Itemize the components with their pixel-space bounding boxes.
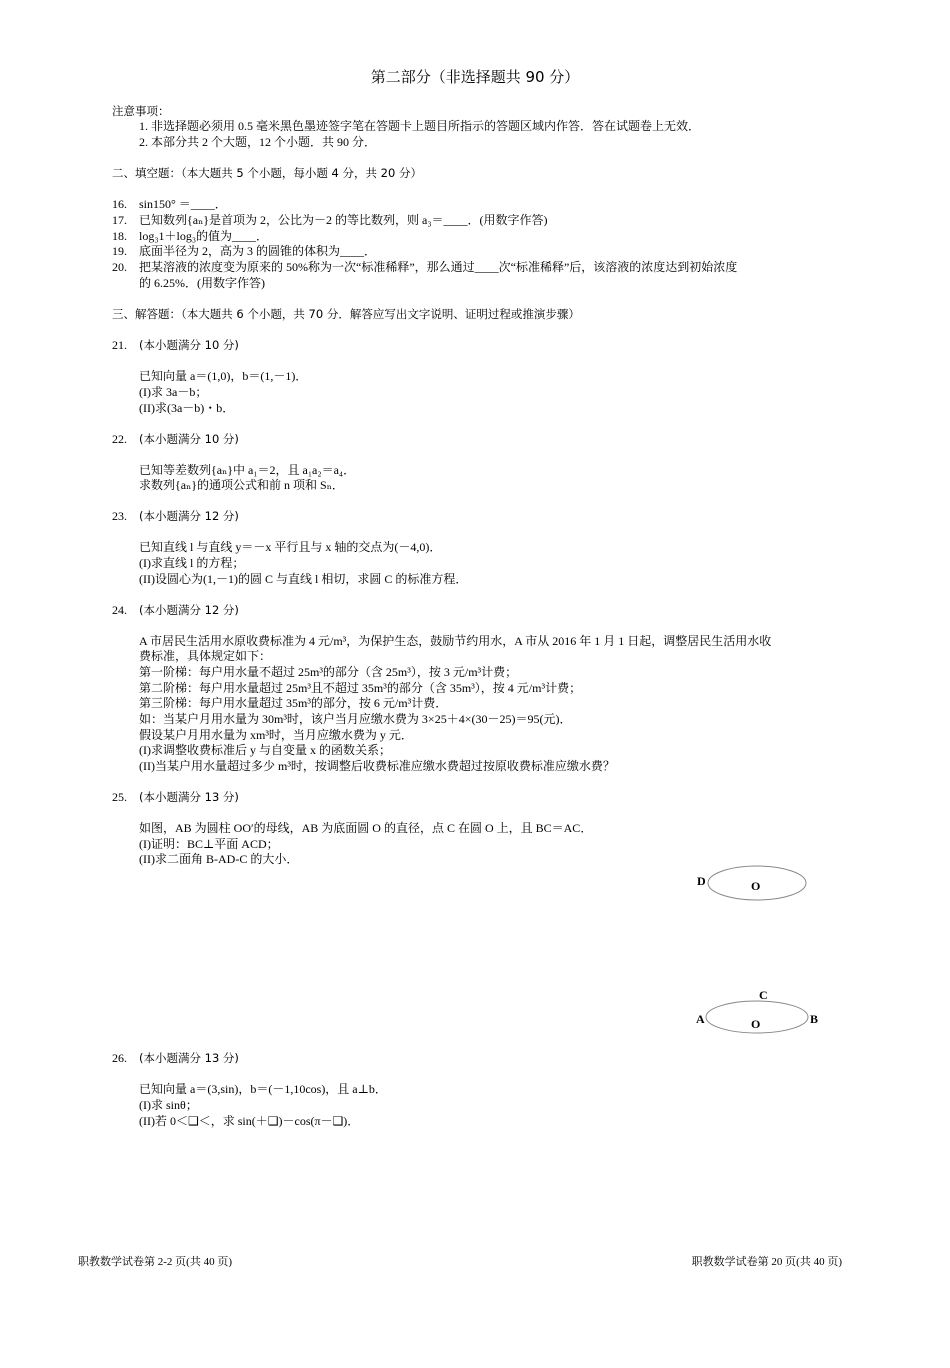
q24-line-8: (I)求调整收费标准后 y 与自变量 x 的函数关系；: [139, 743, 391, 757]
q20-number: 20.: [112, 260, 127, 274]
q18-number: 18.: [112, 229, 127, 243]
q22-number: 22.: [112, 432, 127, 446]
page-title: 第二部分（非选择题共 90 分）: [370, 68, 580, 86]
q20-text-line-2: 的 6.25%．(用数字作答): [139, 276, 265, 290]
q25-line-2: (I)证明：BC⊥平面 ACD；: [139, 837, 279, 851]
footer-left: 职教数学试卷第 2-2 页(共 40 页): [78, 1256, 232, 1268]
label-top-o: O: [751, 879, 761, 893]
q24-score: (本小题满分 12 分): [139, 603, 239, 617]
q24-line-1: A 市居民生活用水原收费标准为 4 元/m³，为保护生态，鼓励节约用水，A 市从 2016 年 1 月 1 日起，调整居民生活用水收: [139, 634, 772, 648]
cylinder-figure: [680, 855, 840, 1045]
q25-line-1: 如图，AB 为圆柱 OO′的母线，AB 为底面圆 O 的直径，点 C 在圆 O 上，且 BC＝AC．: [139, 821, 593, 835]
q20-text-line-1: 把某溶液的浓度变为原来的 50%称为一次“标准稀释”，那么通过____次“标准稀释”后，该溶液的浓度达到初始浓度: [139, 260, 738, 274]
q23-line-1: 已知直线 l 与直线 y＝－x 平行且与 x 轴的交点为(－4,0)．: [139, 540, 442, 554]
label-c: C: [759, 988, 768, 1002]
label-a: A: [696, 1012, 705, 1026]
q25-score: (本小题满分 13 分): [139, 790, 239, 804]
label-d: D: [697, 874, 706, 888]
q24-line-4: 第二阶梯：每户用水量超过 25m³且不超过 35m³的部分（含 35m³），按 4 元/m³计费；: [139, 681, 582, 695]
section-2-heading: 二、填空题：（本大题共 5 个小题，每小题 4 分，共 20 分）: [112, 166, 422, 180]
q18-text: log₃1＋log₃的值为____．: [139, 229, 269, 243]
q25-number: 25.: [112, 790, 127, 804]
notice-heading: 注意事项：: [112, 104, 170, 118]
q24-line-6: 如：当某户月用水量为 30m³时，该户当月应缴水费为 3×25＋4×(30－25)＝95(元)．: [139, 712, 572, 726]
q16-text: sin150° ＝____．: [139, 197, 227, 211]
q19-text: 底面半径为 2，高为 3 的圆锥的体积为____．: [139, 244, 377, 258]
q25-line-3: (II)求二面角 B-AD-C 的大小．: [139, 852, 299, 866]
q24-line-2: 费标准，具体规定如下：: [139, 649, 272, 663]
footer-right: 职教数学试卷第 20 页(共 40 页): [691, 1256, 842, 1268]
q24-line-7: 假设某户月用水量为 xm³时，当月应缴水费为 y 元．: [139, 728, 413, 742]
label-bottom-o: O: [751, 1017, 761, 1031]
section-3-heading: 三、解答题：（本大题共 6 个小题，共 70 分．解答应写出文字说明、证明过程或推演步骤）: [112, 307, 580, 321]
notice-item-1: 1. 非选择题必须用 0.5 毫米黑色墨迹签字笔在答题卡上题目所指示的答题区域内作答．答在试题卷上无效．: [139, 119, 701, 133]
q21-line-2: (I)求 3a－b；: [139, 385, 208, 399]
q24-number: 24.: [112, 603, 127, 617]
q23-score: (本小题满分 12 分): [139, 509, 239, 523]
q22-line-1: 已知等差数列{aₙ}中 a₁＝2，且 a₁a₂＝a₄．: [139, 463, 356, 477]
q24-line-5: 第三阶梯：每户用水量超过 35m³的部分，按 6 元/m³计费．: [139, 696, 448, 710]
q23-number: 23.: [112, 509, 127, 523]
q19-number: 19.: [112, 244, 127, 258]
notice-item-2: 2. 本部分共 2 个大题，12 个小题．共 90 分．: [139, 135, 377, 149]
q21-line-3: (II)求(3a－b)・b．: [139, 401, 235, 415]
q24-line-3: 第一阶梯：每户用水量不超过 25m³的部分（含 25m³），按 3 元/m³计费；: [139, 665, 518, 679]
q22-line-2: 求数列{aₙ}的通项公式和前 n 项和 Sₙ．: [139, 478, 344, 492]
q21-line-1: 已知向量 a＝(1,0)，b＝(1,－1)．: [139, 369, 308, 383]
label-b: B: [810, 1012, 819, 1026]
q26-line-2: (I)求 sinθ；: [139, 1098, 198, 1112]
q16-number: 16.: [112, 197, 127, 211]
q26-line-3: (II)若 0＜❑＜，求 sin(＋❑)－cos(π－❑)．: [139, 1114, 360, 1128]
q22-score: (本小题满分 10 分): [139, 432, 239, 446]
q17-text: 已知数列{aₙ}是首项为 2，公比为－2 的等比数列，则 a₃＝____．(用数字作答): [139, 213, 548, 227]
q26-number: 26.: [112, 1051, 127, 1065]
q23-line-3: (II)设圆心为(1,－1)的圆 C 与直线 l 相切，求圆 C 的标准方程．: [139, 572, 468, 586]
q21-number: 21.: [112, 338, 127, 352]
q17-number: 17.: [112, 213, 127, 227]
q21-score: (本小题满分 10 分): [139, 338, 239, 352]
q26-line-1: 已知向量 a＝(3,sin)，b＝(－1,10cos)，且 a⊥b．: [139, 1082, 387, 1096]
q26-score: (本小题满分 13 分): [139, 1051, 239, 1065]
q24-line-9: (II)当某户用水量超过多少 m³时，按调整后收费标准应缴水费超过按原收费标准应缴水费？: [139, 759, 615, 773]
q23-line-2: (I)求直线 l 的方程；: [139, 556, 245, 570]
